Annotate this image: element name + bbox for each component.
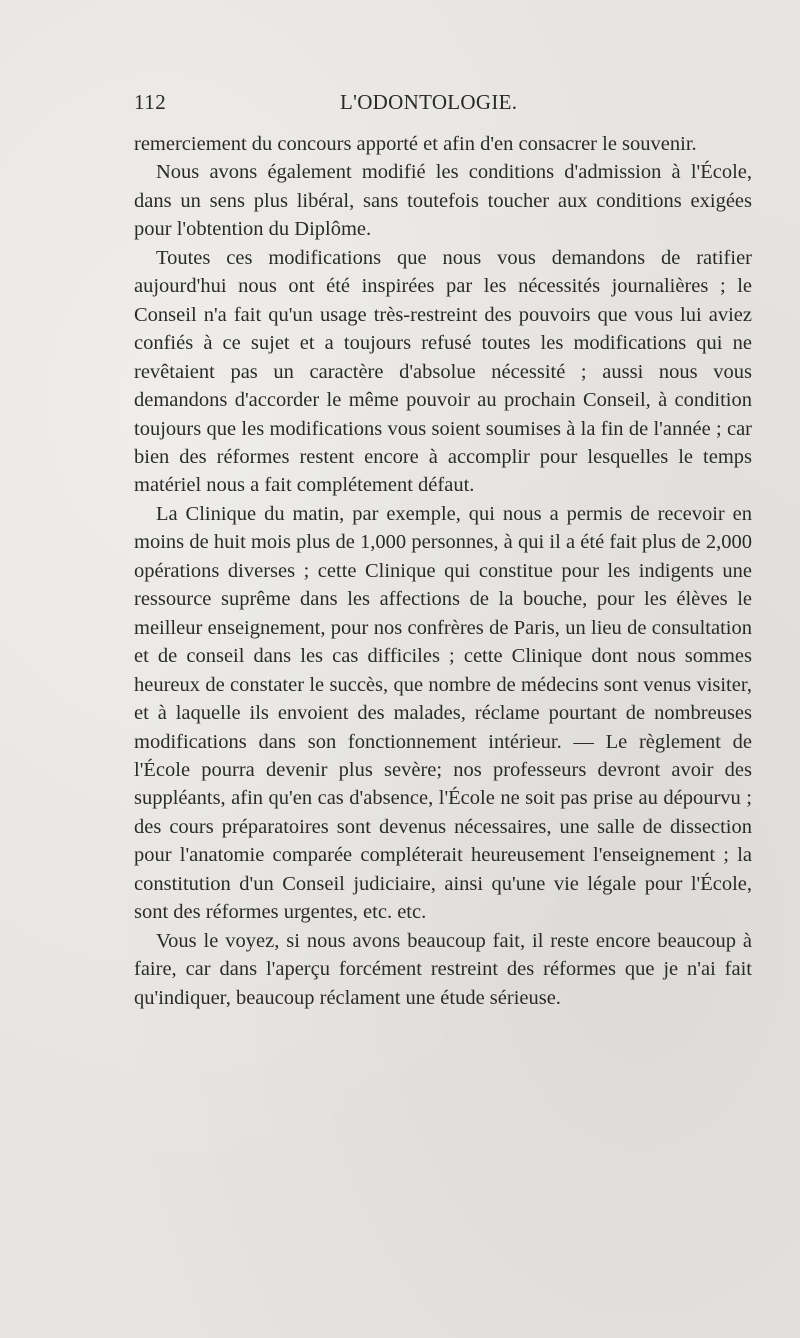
paragraph-conclusion: Vous le voyez, si nous avons beaucoup fait, il reste encore beaucoup à faire, car dans l'aperçu forcément restreint des réformes que je n'ai fait qu'indiquer, beaucoup réclament une étude sérieuse. (134, 929, 752, 1009)
page-number: 112 (134, 90, 167, 114)
journal-title: L'ODONTOLOGIE. (340, 90, 518, 114)
paragraph-clinique: La Clinique du matin, par exemple, qui nous a permis de recevoir en moins de huit mois plus de 1,000 personnes, à qui il a été fait plus de 2,000 opérations diverses ; cette Clinique qui constitue pour les indigents une ressource suprême dans les affections de la bouche, pour les élèves le meilleur enseignement, pour nos confrères de Paris, un lieu de consultation et de conseil dans les cas difficiles ; cette Clinique dont nous sommes heureux de constater le succès, que nombre de médecins sont venus visiter, et à laquelle ils envoient des malades, réclame pourtant de nombreuses modifications dans son fonctionnement intérieur. — Le règlement de l'École pourra devenir plus sevère; nos professeurs devront avoir des suppléants, afin qu'en cas d'absence, l'École ne soit pas prise au dépourvu ; des cours préparatoires sont devenus nécessaires, une salle de dissection pour l'anatomie comparée compléterait heureusement l'enseignement ; la constitution d'un Conseil judiciaire, ainsi qu'une vie légale pour l'École, sont des réformes urgentes, etc. etc. (134, 502, 752, 924)
running-head (134, 84, 752, 118)
paragraph-admission-conditions: Nous avons également modifié les conditions d'admission à l'École, dans un sens plus libéral, sans toutefois toucher aux conditions exigées pour l'obtention du Diplôme. (134, 161, 752, 241)
body-text (134, 130, 752, 1012)
paragraph-modifications: Toutes ces modifications que nous vous demandons de ratifier aujourd'hui nous ont été inspirées par les nécessités journalières ; le Conseil n'a fait qu'un usage très-restreint des pouvoirs que vous lui aviez confiés à ce sujet et a toujours refusé toutes les modifications qui ne revêtaient pas un caractère d'absolue nécessité ; aussi nous vous demandons d'accorder le même pouvoir au prochain Conseil, à condition toujours que les modifications vous soient soumises à la fin de l'année ; car bien des réformes restent encore à accomplir pour lesquelles le temps matériel nous a fait complétement défaut. (134, 246, 752, 497)
paragraph-continuation: remerciement du concours apporté et afin d'en consacrer le souvenir. (134, 133, 697, 155)
